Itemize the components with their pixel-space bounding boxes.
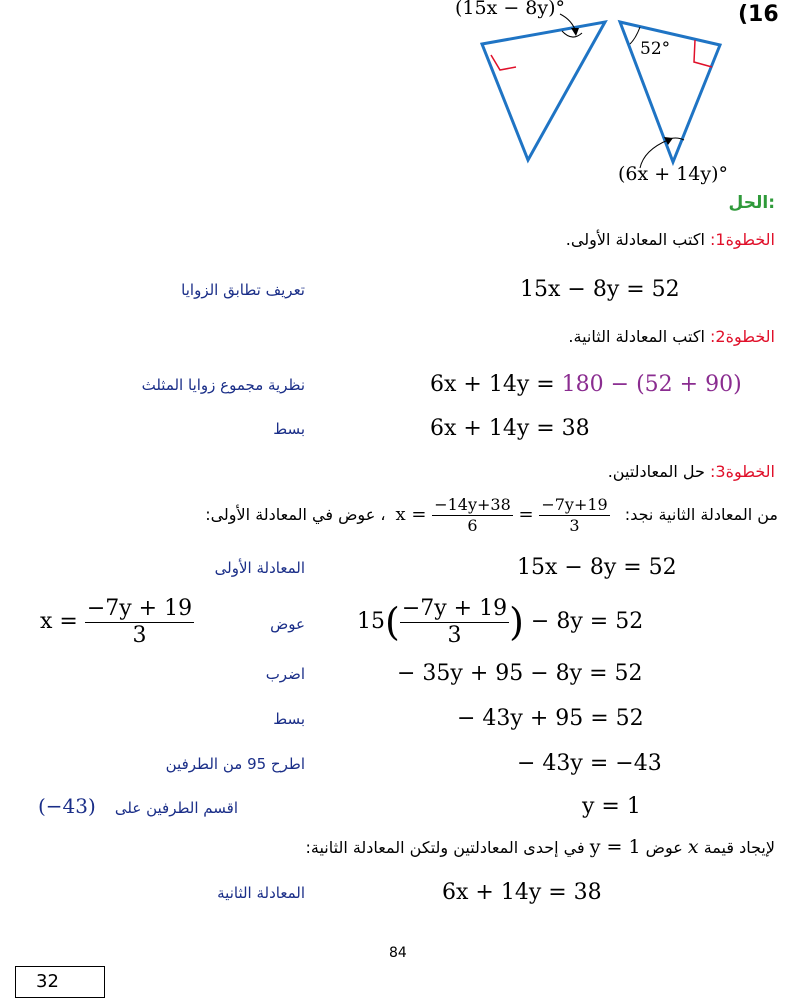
eq3-note: بسط — [273, 420, 305, 438]
solution-label: الحل: — [728, 193, 775, 213]
final-math: 6x + 14y = 38 — [442, 880, 602, 905]
eq2-note: نظرية مجموع زوايا المثلث — [141, 376, 305, 394]
step1-text: اكتب المعادلة الأولى. — [565, 230, 705, 249]
problem-number: (16 — [738, 2, 779, 27]
step1-name: الخطوة1: — [710, 230, 775, 249]
intro-text-after: ، عوض في المعادلة الأولى: — [205, 505, 386, 524]
row4-note: بسط — [273, 710, 305, 728]
row2-frac: $\frac{-7y + 19}{3}$ — [401, 595, 508, 648]
step2-name: الخطوة2: — [710, 327, 775, 346]
final-note: المعادلة الثانية — [217, 884, 305, 902]
intro-text-before: من المعادلة الثانية نجد: — [624, 505, 778, 524]
row4-math: − 43y + 95 = 52 — [457, 706, 644, 731]
row2-math: 15( $\frac{-7y + 19}{3}$ ) − 8y = 52 — [357, 595, 644, 648]
step3-line — [608, 462, 775, 481]
triangles-figure — [440, 0, 740, 190]
step1-line — [566, 230, 775, 249]
find-x-v2: y = 1 — [589, 836, 641, 858]
eq1-math: 15x − 8y = 52 — [520, 277, 680, 302]
left-right-angle-mark — [491, 55, 516, 70]
right-top-angle-label: 52° — [640, 39, 671, 59]
row2-side-frac: $\frac{-7y + 19}{3}$ — [86, 595, 193, 648]
row2-prefix: 15 — [357, 609, 385, 634]
intro-x: x = — [395, 504, 433, 525]
page-number-center: 84 — [389, 945, 407, 961]
right-top-angle-arc — [630, 27, 640, 44]
step3-text: حل المعادلتين. — [607, 462, 705, 481]
left-angle-label: (15x − 8y)° — [455, 0, 566, 19]
intro-formula — [396, 490, 610, 540]
row2-side — [40, 592, 194, 652]
row6-note: اقسم الطرفين على — [114, 799, 238, 817]
row2-side-lhs: x = — [40, 609, 85, 634]
page-number-box: 32 — [15, 966, 105, 998]
eq1-note: تعريف تطابق الزوايا — [181, 281, 305, 299]
step2-text: اكتب المعادلة الثانية. — [568, 327, 705, 346]
find-x-line — [305, 836, 775, 858]
eq2-math — [430, 372, 742, 397]
left-triangle — [482, 22, 605, 160]
intro-line — [205, 490, 778, 540]
intro-equals: = — [518, 504, 540, 525]
intro-frac2: $\frac{-7y+19}{3}$ — [541, 494, 608, 535]
row2-note: عوض — [270, 615, 305, 633]
row3-note: اضرب — [265, 665, 305, 683]
row3-math: − 35y + 95 − 8y = 52 — [397, 661, 643, 686]
row1-math: 15x − 8y = 52 — [517, 555, 677, 580]
right-bottom-angle-label: (6x + 14y)° — [618, 163, 729, 185]
row6-note-line — [38, 794, 238, 818]
row1-note: المعادلة الأولى — [214, 559, 305, 577]
eq2-lhs: 6x + 14y = — [430, 372, 562, 397]
step3-name: الخطوة3: — [710, 462, 775, 481]
row6-math: y = 1 — [582, 794, 641, 819]
eq3-math: 6x + 14y = 38 — [430, 416, 590, 441]
find-x-v1: x — [687, 836, 699, 858]
row5-math: − 43y = −43 — [517, 751, 662, 776]
step2-line — [568, 327, 775, 346]
find-x-t3: في إحدى المعادلتين ولتكن المعادلة الثانية: — [305, 838, 585, 857]
find-x-t1: لإيجاد قيمة — [703, 838, 775, 857]
row6-note-math: (−43) — [38, 794, 96, 818]
find-x-t2: عوض — [645, 838, 683, 857]
eq2-rhs: 180 − (52 + 90) — [561, 372, 742, 397]
intro-frac1: $\frac{-14y+38}{6}$ — [434, 494, 511, 535]
row2-suffix: − 8y = 52 — [523, 609, 644, 634]
left-angle-arrowhead — [571, 28, 579, 36]
left-angle-arc — [562, 31, 582, 37]
row5-note: اطرح 95 من الطرفين — [165, 755, 305, 773]
